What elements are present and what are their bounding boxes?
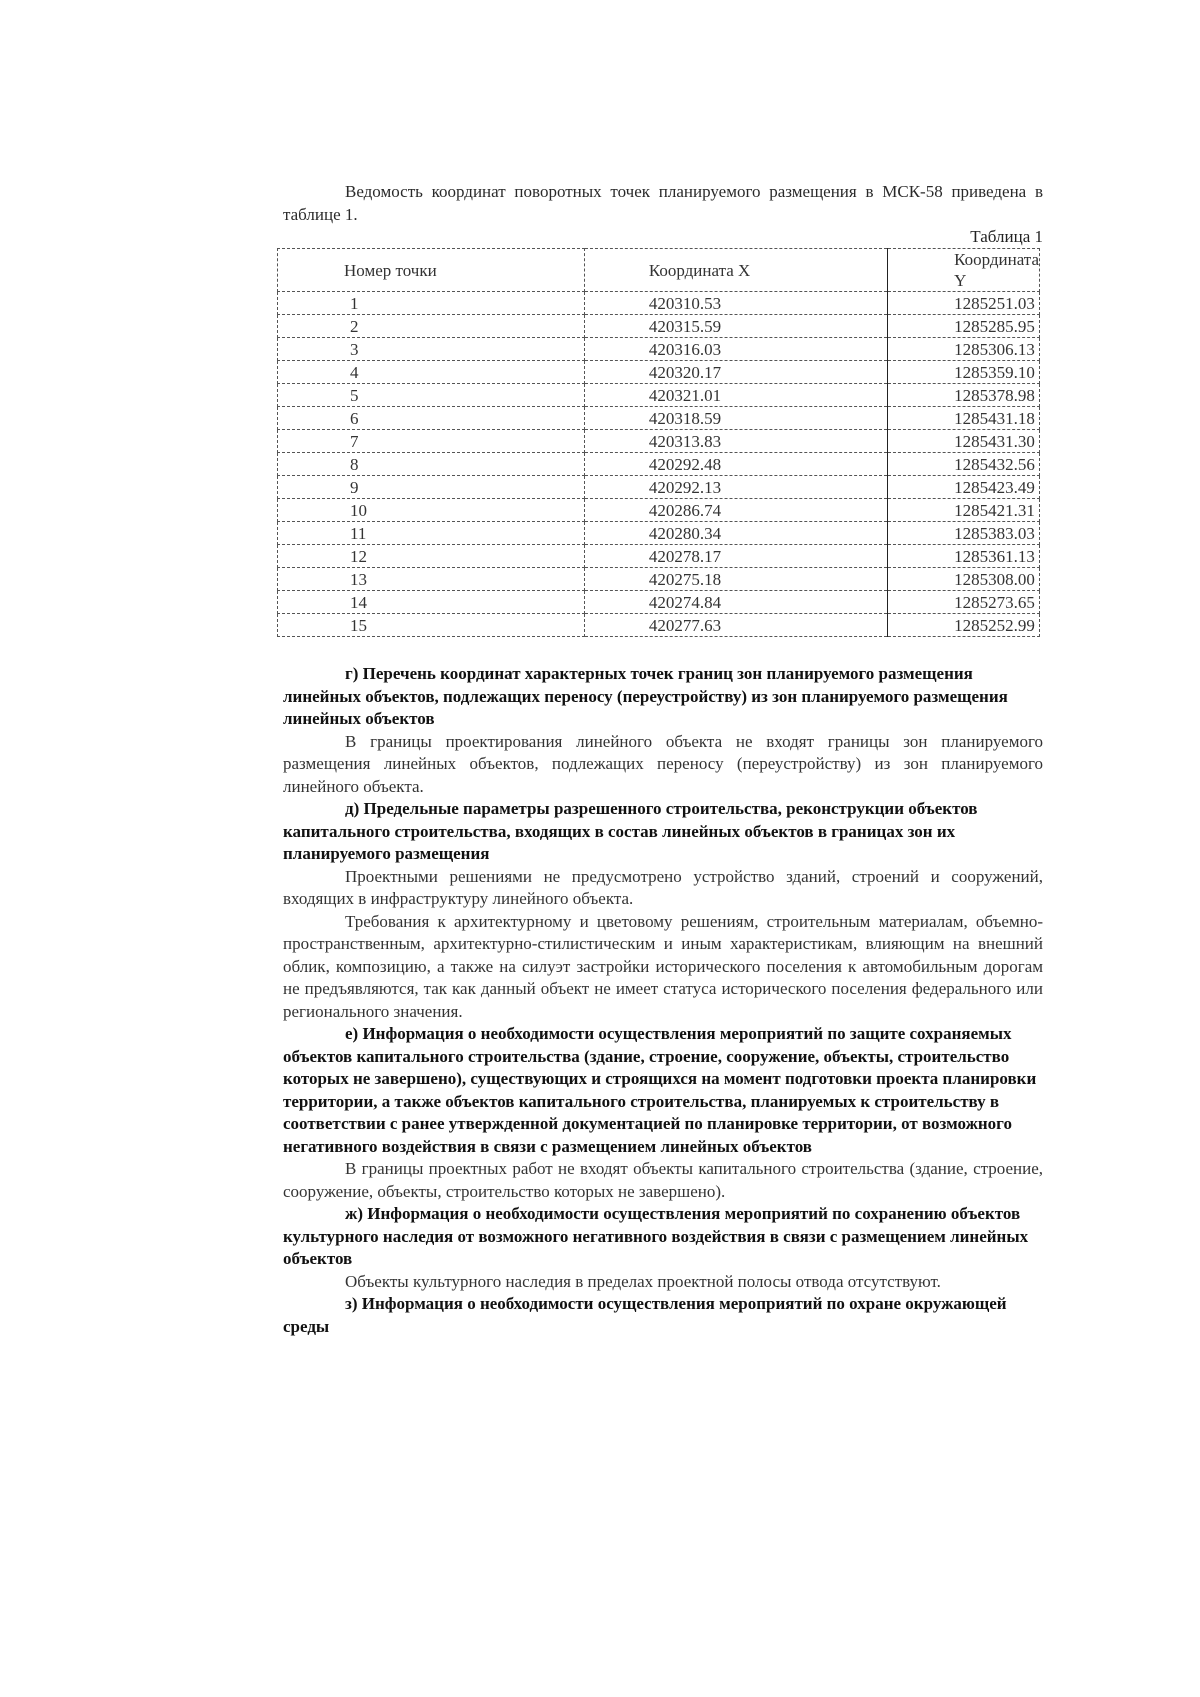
coordinate-y-cell: 1285273.65 [888, 591, 1040, 614]
section-paragraph: Требования к архитектурному и цветовому решениям, строительным материалам, объемно-пространственным, архитектурно-стилистическим и иным характеристикам, влияющим на внешний облик, композицию, а также на силуэт застройки исторического поселения к автомобильным дорогам не предъявляются, так как данный объект не имеет статуса исторического поселения федерального или регионального значения. [283, 911, 1043, 1021]
point-number-cell: 13 [278, 568, 585, 591]
coordinate-x-cell: 420316.03 [584, 338, 887, 361]
coordinate-x-cell: 420315.59 [584, 315, 887, 338]
point-number-cell: 5 [278, 384, 585, 407]
table-row [278, 384, 1040, 407]
table-row [278, 292, 1040, 315]
point-number-cell: 15 [278, 614, 585, 637]
section-g [283, 663, 1043, 798]
coordinate-y-cell: 1285306.13 [888, 338, 1040, 361]
coordinate-y-cell: 1285378.98 [888, 384, 1040, 407]
section-z [283, 1293, 1043, 1338]
coordinate-y-cell: 1285252.99 [888, 614, 1040, 637]
coordinate-y-cell: 1285359.10 [888, 361, 1040, 384]
column-header-point-number: Номер точки [278, 249, 585, 292]
coordinate-y-cell: 1285285.95 [888, 315, 1040, 338]
column-header-coordinate-x: Координата X [584, 249, 887, 292]
coordinate-y-cell: 1285308.00 [888, 568, 1040, 591]
coordinates-table [277, 248, 1040, 637]
column-header-coordinate-y: Координата Y [888, 249, 1040, 292]
document-page [283, 181, 1043, 1338]
section-paragraph: Объекты культурного наследия в пределах проектной полосы отвода отсутствуют. [345, 1271, 941, 1291]
point-number-cell: 2 [278, 315, 585, 338]
point-number-cell: 6 [278, 407, 585, 430]
section-d [283, 798, 1043, 1023]
point-number-cell: 14 [278, 591, 585, 614]
point-number-cell: 4 [278, 361, 585, 384]
point-number-cell: 8 [278, 453, 585, 476]
table-row [278, 430, 1040, 453]
coordinate-y-cell: 1285423.49 [888, 476, 1040, 499]
coordinate-x-cell: 420275.18 [584, 568, 887, 591]
coordinate-x-cell: 420321.01 [584, 384, 887, 407]
coordinate-y-cell: 1285431.30 [888, 430, 1040, 453]
point-number-cell: 12 [278, 545, 585, 568]
table-row [278, 338, 1040, 361]
point-number-cell: 9 [278, 476, 585, 499]
table-row [278, 591, 1040, 614]
coordinate-x-cell: 420274.84 [584, 591, 887, 614]
table-row [278, 545, 1040, 568]
section-paragraph: В границы проектирования линейного объекта не входят границы зон планируемого размещения линейных объектов, подлежащих переносу (переустройству) из зон планируемого линейного объекта. [283, 731, 1043, 796]
coordinate-x-cell: 420286.74 [584, 499, 887, 522]
table-row [278, 476, 1040, 499]
section-heading: е) Информация о необходимости осуществления мероприятий по защите сохраняемых объектов капитального строительства (здание, строение, сооружение, объекты, строительство которых не завершено), существующих и строящихся на момент подготовки проекта планировки территории, а также объектов капитального строительства, планируемых к строительству в соответствии с ранее утвержденной документацией по планировке территории, от возможного негативного воздействия в связи с размещением линейных объектов [283, 1024, 1037, 1156]
table-row [278, 315, 1040, 338]
coordinate-y-cell: 1285383.03 [888, 522, 1040, 545]
point-number-cell: 3 [278, 338, 585, 361]
point-number-cell: 7 [278, 430, 585, 453]
table-row [278, 453, 1040, 476]
table-caption: Таблица 1 [970, 227, 1043, 246]
coordinate-y-cell: 1285361.13 [888, 545, 1040, 568]
table-row [278, 361, 1040, 384]
coordinate-x-cell: 420292.13 [584, 476, 887, 499]
section-heading: д) Предельные параметры разрешенного строительства, реконструкции объектов капитального строительства, входящих в состав линейных объектов в границах зон их планируемого размещения [283, 799, 978, 863]
section-heading: г) Перечень координат характерных точек границ зон планируемого размещения линейных объектов, подлежащих переносу (переустройству) из зон планируемого размещения линейных объектов [283, 664, 1008, 728]
section-zh [283, 1203, 1043, 1293]
intro-paragraph: Ведомость координат поворотных точек планируемого размещения в МСК-58 приведена в таблице 1. [283, 182, 1043, 224]
section-heading: ж) Информация о необходимости осуществления мероприятий по сохранению объектов культурного наследия от возможного негативного воздействия в связи с размещением линейных объектов [283, 1204, 1029, 1268]
coordinate-x-cell: 420310.53 [584, 292, 887, 315]
coordinate-x-cell: 420292.48 [584, 453, 887, 476]
section-paragraph: Проектными решениями не предусмотрено устройство зданий, строений и сооружений, входящих в инфраструктуру линейного объекта. [283, 866, 1043, 908]
coordinate-x-cell: 420318.59 [584, 407, 887, 430]
section-heading: з) Информация о необходимости осуществления мероприятий по охране окружающей среды [283, 1294, 1007, 1336]
table-row [278, 407, 1040, 430]
coordinate-x-cell: 420278.17 [584, 545, 887, 568]
table-row [278, 568, 1040, 591]
coordinate-x-cell: 420280.34 [584, 522, 887, 545]
table-header-row [278, 249, 1040, 292]
coordinate-y-cell: 1285421.31 [888, 499, 1040, 522]
coordinate-x-cell: 420277.63 [584, 614, 887, 637]
table-row [278, 499, 1040, 522]
point-number-cell: 1 [278, 292, 585, 315]
point-number-cell: 10 [278, 499, 585, 522]
table-row [278, 614, 1040, 637]
coordinate-y-cell: 1285431.18 [888, 407, 1040, 430]
coordinate-x-cell: 420320.17 [584, 361, 887, 384]
point-number-cell: 11 [278, 522, 585, 545]
coordinate-y-cell: 1285432.56 [888, 453, 1040, 476]
table-row [278, 522, 1040, 545]
coordinate-y-cell: 1285251.03 [888, 292, 1040, 315]
section-e [283, 1023, 1043, 1203]
section-paragraph: В границы проектных работ не входят объекты капитального строительства (здание, строение, сооружение, объекты, строительство которых не завершено). [283, 1159, 1043, 1201]
coordinate-x-cell: 420313.83 [584, 430, 887, 453]
